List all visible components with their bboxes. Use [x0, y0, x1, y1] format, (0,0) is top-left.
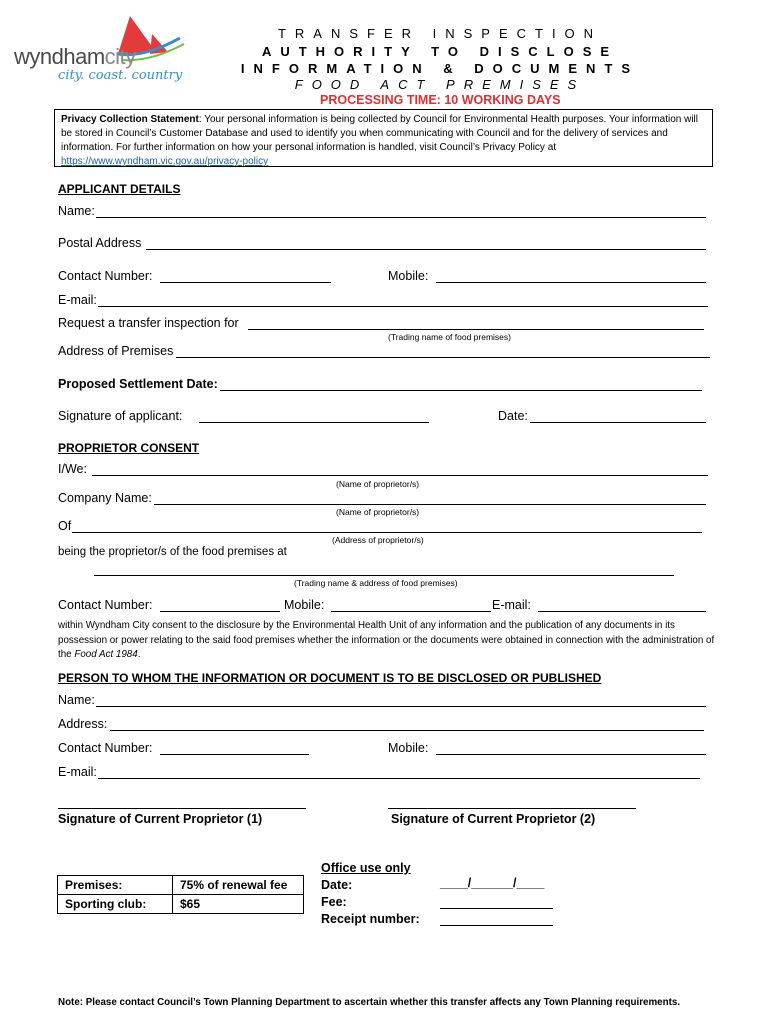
fee-value: $65	[173, 895, 304, 914]
proprietor-address-hint: (Address of proprietor/s)	[332, 535, 424, 545]
applicant-name-field[interactable]	[96, 217, 706, 218]
applicant-signature-field[interactable]	[199, 422, 429, 423]
office-receipt-label: Receipt number:	[321, 912, 420, 926]
recipient-email-field[interactable]	[98, 778, 700, 779]
recipient-contact-field[interactable]	[160, 754, 309, 755]
proprietor-email-label: E-mail:	[492, 598, 531, 612]
of-label: Of	[58, 519, 72, 533]
being-proprietor-label: being the proprietor/s of the food premises at	[58, 546, 287, 558]
proprietor-1-signature-label: Signature of Current Proprietor (1)	[58, 812, 263, 826]
office-date-label: Date:	[321, 878, 353, 892]
recipient-address-field[interactable]	[110, 730, 704, 731]
proprietor-2-signature-field[interactable]	[388, 808, 636, 809]
applicant-email-field[interactable]	[98, 306, 708, 307]
proprietor-contact-field[interactable]	[160, 611, 280, 612]
postal-address-label: Postal Address	[58, 236, 142, 250]
company-name-label: Company Name:	[58, 491, 152, 505]
iwe-label: I/We:	[58, 462, 87, 476]
office-fee-label: Fee:	[321, 895, 347, 909]
applicant-date-field[interactable]	[530, 422, 706, 423]
privacy-policy-link[interactable]: https://www.wyndham.vic.gov.au/privacy-policy	[61, 156, 269, 167]
fee-label: Premises:	[58, 876, 173, 895]
logo-wordmark-city: city	[104, 44, 136, 69]
proprietor-mobile-field[interactable]	[331, 611, 491, 612]
logo-tagline: city. coast. country	[58, 68, 183, 83]
proprietor-heading: PROPRIETOR CONSENT	[58, 441, 200, 455]
privacy-text: : Your personal information is being collected by Council for Environmental Health purposes. Your information will be stored in Council’s Customer Database and used to identify you when communicating with Council and for the delivery of services and information. For further information on how your personal information is handled, visit Council’s Privacy Policy at	[61, 114, 698, 153]
fee-label: Sporting club:	[58, 895, 173, 914]
applicant-contact-field[interactable]	[160, 282, 331, 283]
proprietor-name-hint: (Name of proprietor/s)	[336, 479, 420, 489]
logo	[14, 8, 194, 86]
food-premises-field[interactable]	[94, 575, 674, 576]
fee-value: 75% of renewal fee	[173, 876, 304, 895]
applicant-heading: APPLICANT DETAILS	[58, 182, 181, 196]
title-line-4: FOOD ACT PREMISES	[294, 77, 586, 92]
proprietor-contact-label: Contact Number:	[58, 598, 153, 612]
office-date-field[interactable]: ____/______/____	[440, 876, 545, 890]
proprietor-1-signature-field[interactable]	[58, 808, 306, 809]
recipient-mobile-label: Mobile:	[388, 741, 429, 755]
privacy-statement	[54, 109, 713, 167]
of-field[interactable]	[72, 532, 702, 533]
premises-address-field[interactable]	[176, 357, 710, 358]
consent-paragraph	[58, 619, 718, 663]
iwe-field[interactable]	[92, 475, 708, 476]
applicant-email-label: E-mail:	[58, 293, 97, 307]
office-use-heading: Office use only	[321, 861, 411, 875]
table-row	[58, 876, 304, 895]
request-inspection-field[interactable]	[248, 329, 704, 330]
company-name-hint: (Name of proprietor/s)	[336, 507, 420, 517]
recipient-address-label: Address:	[58, 717, 108, 731]
applicant-mobile-field[interactable]	[436, 282, 706, 283]
applicant-date-label: Date:	[498, 409, 528, 423]
postal-address-field[interactable]	[146, 249, 706, 250]
applicant-mobile-label: Mobile:	[388, 269, 429, 283]
recipient-name-label: Name:	[58, 693, 95, 707]
footer-note: Note: Please contact Council’s Town Planning Department to ascertain whether this transfer affects any Town Planning requirements.	[58, 997, 681, 1008]
applicant-signature-label: Signature of applicant:	[58, 409, 183, 423]
food-act-name: Food Act 1984	[74, 649, 138, 660]
fees-table	[57, 875, 304, 914]
proprietor-2-signature-label: Signature of Current Proprietor (2)	[391, 812, 596, 826]
proprietor-email-field[interactable]	[538, 611, 706, 612]
office-fee-field[interactable]	[440, 908, 553, 909]
title-line-1: TRANSFER INSPECTION	[277, 26, 603, 41]
consent-period: .	[137, 649, 141, 660]
applicant-contact-label: Contact Number:	[58, 269, 153, 283]
proprietor-mobile-label: Mobile:	[284, 598, 325, 612]
settlement-date-label: Proposed Settlement Date:	[58, 377, 218, 391]
consent-text: within Wyndham City consent to the disclosure by the Environmental Health Unit of any information and the publication of any documents in its possession or power relating to the said food premises whether the information or the documents were obtained in connection with the administration of the	[58, 620, 715, 660]
recipient-contact-label: Contact Number:	[58, 741, 153, 755]
recipient-email-label: E-mail:	[58, 765, 97, 779]
trading-address-hint: (Trading name & address of food premises)	[294, 578, 458, 588]
processing-time: PROCESSING TIME: 10 WORKING DAYS	[320, 93, 561, 107]
request-inspection-label: Request a transfer inspection for	[58, 316, 239, 330]
company-name-field[interactable]	[154, 504, 706, 505]
settlement-date-field[interactable]	[220, 390, 702, 391]
title-line-3: INFORMATION & DOCUMENTS	[240, 61, 640, 76]
title-line-2: AUTHORITY TO DISCLOSE	[261, 44, 619, 59]
premises-address-label: Address of Premises	[58, 344, 174, 358]
table-row	[58, 895, 304, 914]
recipient-heading: PERSON TO WHOM THE INFORMATION OR DOCUMENT IS TO BE DISCLOSED OR PUBLISHED	[58, 671, 602, 685]
privacy-heading: Privacy Collection Statement	[61, 114, 199, 125]
recipient-mobile-field[interactable]	[436, 754, 706, 755]
logo-wordmark: wyndham	[14, 44, 105, 69]
office-receipt-field[interactable]	[440, 925, 553, 926]
trading-name-hint: (Trading name of food premises)	[388, 332, 511, 342]
applicant-name-label: Name:	[58, 204, 95, 218]
recipient-name-field[interactable]	[96, 706, 706, 707]
